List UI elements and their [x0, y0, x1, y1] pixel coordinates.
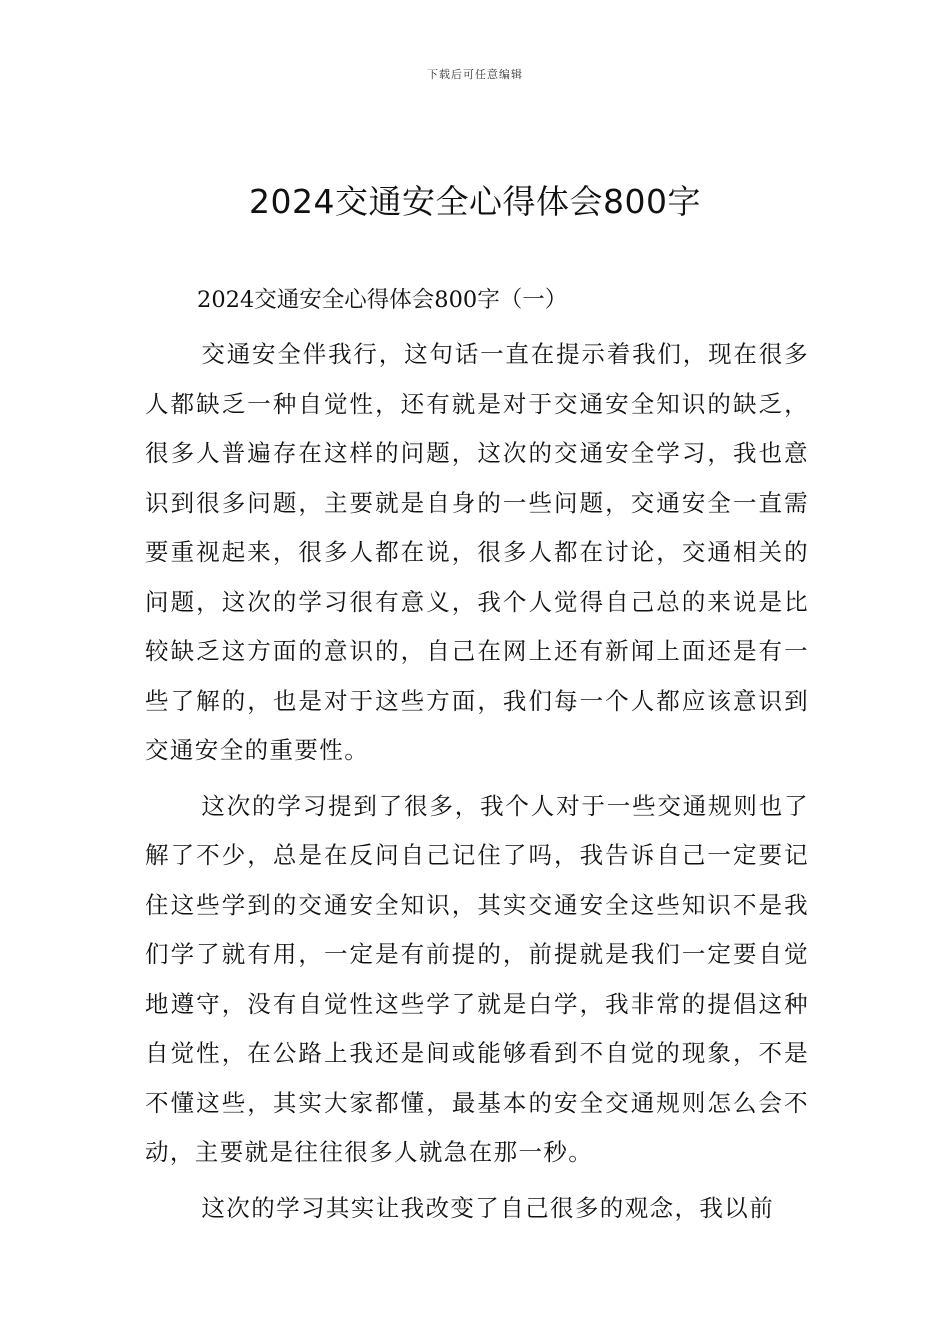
paragraph-1: 交通安全伴我行，这句话一直在提示着我们，现在很多人都缺乏一种自觉性，还有就是对于交通安全知识的缺乏，很多人普遍存在这样的问题，这次的交通安全学习，我也意识到很多问题，主要就是自身的一些问题，交通安全一直需要重视起来，很多人都在说，很多人都在讨论，交通相关的问题，这次的学习很有意义，我个人觉得自己总的来说是比较缺乏这方面的意识的，自己在网上还有新闻上面还是有一些了解的，也是对于这些方面，我们每一个人都应该意识到交通安全的重要性。	[145, 340, 809, 764]
document-body	[145, 278, 809, 1239]
header-note: 下载后可任意编辑	[427, 68, 523, 81]
paragraph-2: 这次的学习提到了很多，我个人对于一些交通规则也了解了不少，总是在反问自己记住了吗，我告诉自己一定要记住这些学到的交通安全知识，其实交通安全这些知识不是我们学了就有用，一定是有前提的，前提就是我们一定要自觉地遵守，没有自觉性这些学了就是白学，我非常的提倡这种自觉性，在公路上我还是间或能够看到不自觉的现象，不是不懂这些，其实大家都懂，最基本的安全交通规则怎么会不动，主要就是往往很多人就急在那一秒。	[145, 791, 809, 1166]
section-heading: 2024交通安全心得体会800字（一）	[197, 287, 568, 313]
document-title: 2024交通安全心得体会800字	[249, 182, 701, 221]
paragraph-3: 这次的学习其实让我改变了自己很多的观念，我以前	[201, 1193, 775, 1222]
